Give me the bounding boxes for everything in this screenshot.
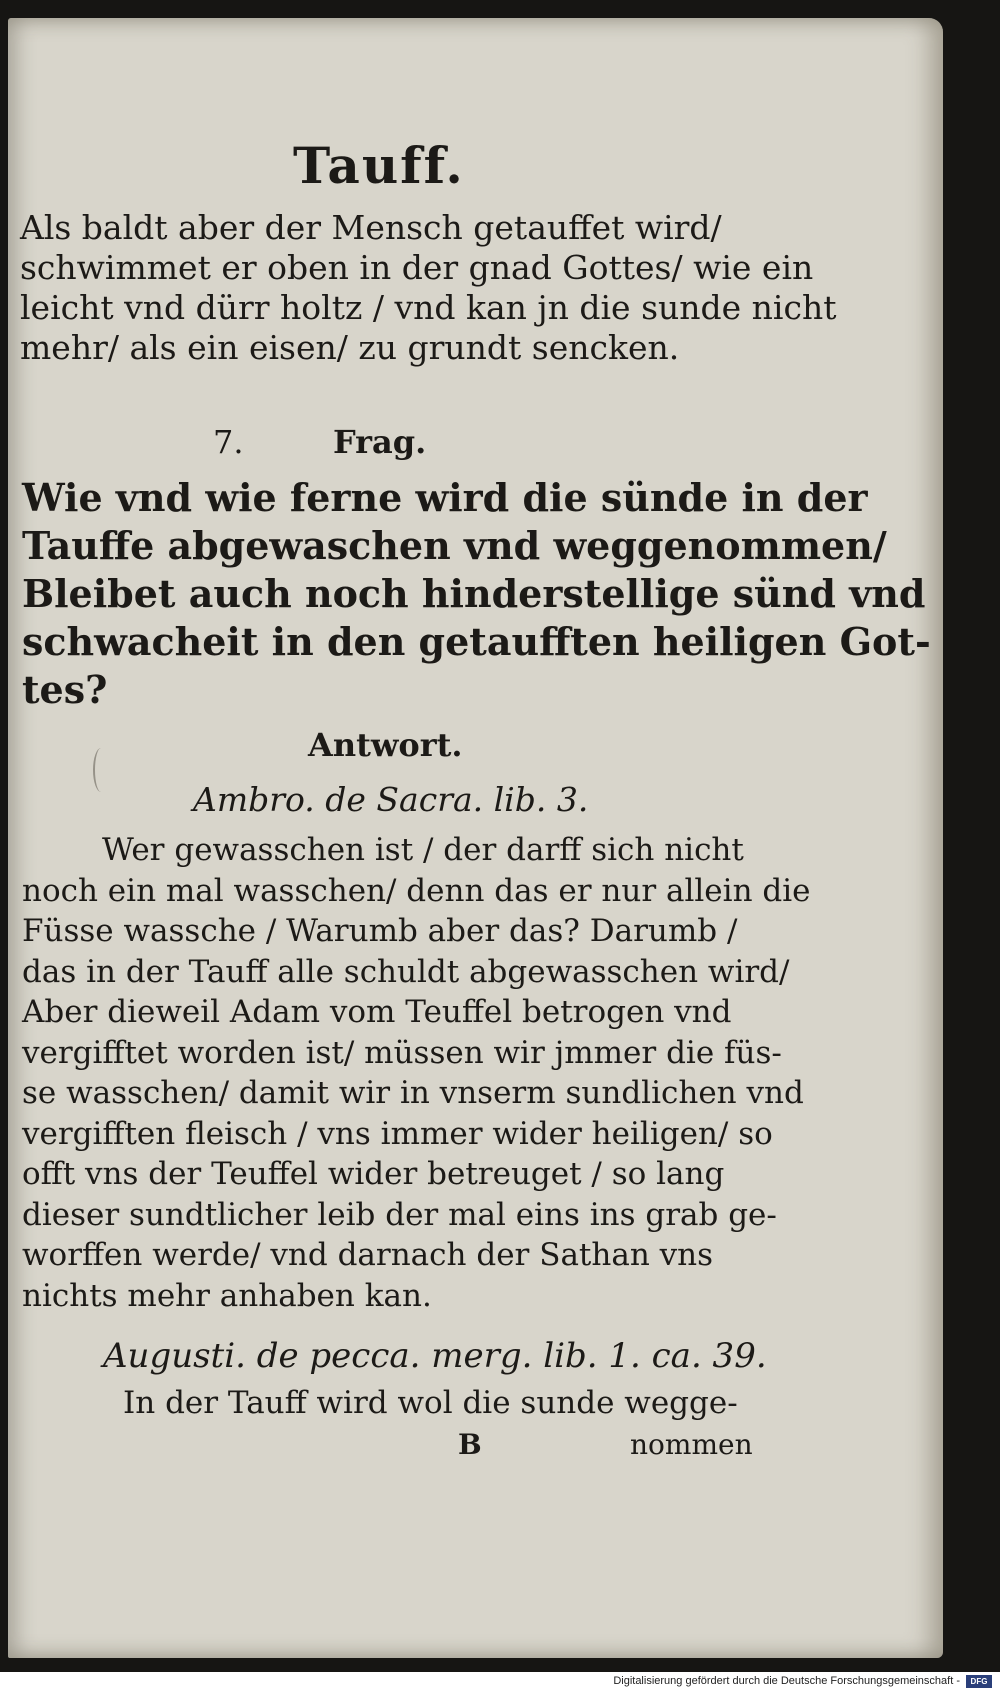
paragraph-2	[22, 830, 811, 1316]
text-line: vergifften fleisch / vns immer wider heiligen/ so	[22, 1115, 773, 1152]
catchword: nommen	[630, 1428, 753, 1461]
footer-credit: Digitalisierung gefördert durch die Deutsche Forschungsgemeinschaft -	[613, 1675, 960, 1687]
citation-augustine: Augusti. de pecca. merg. lib. 1. ca. 39.	[103, 1336, 767, 1376]
text-line: tes?	[22, 667, 108, 712]
question-number: 7.	[213, 423, 244, 461]
text-line: Bleibet auch noch hinderstellige sünd vnd	[22, 571, 926, 616]
margin-mark	[93, 748, 109, 792]
text-line: schwacheit in den getaufften heiligen Got-	[22, 619, 931, 664]
answer-label: Antwort.	[308, 726, 463, 764]
text-line: se wasschen/ damit wir in vnserm sundlichen vnd	[22, 1075, 804, 1111]
text-line: Füsse wassche / Warumb aber das? Darumb /	[22, 913, 738, 949]
text-line: das in der Tauff alle schuldt abgewasschen wird/	[22, 953, 790, 990]
signature-mark: B	[458, 1428, 482, 1461]
dfg-logo: DFG	[966, 1675, 992, 1688]
paragraph-1	[20, 208, 836, 368]
text-line: offt vns der Teuffel wider betreuget / so lang	[22, 1156, 725, 1192]
text-line: schwimmet er oben in der gnad Gottes/ wie ein	[20, 248, 814, 287]
text-line: vergifftet worden ist/ müssen wir jmmer die füs-	[22, 1034, 782, 1071]
text-line: Als baldt aber der Mensch getauffet wird/	[20, 208, 722, 247]
page-heading: Tauff.	[293, 136, 465, 195]
paragraph-3: In der Tauff wird wol die sunde wegge-	[123, 1385, 738, 1421]
text-line: worffen werde/ vnd darnach der Sathan vns	[22, 1237, 714, 1273]
text-line: mehr/ als ein eisen/ zu grundt sencken.	[20, 328, 680, 367]
question-label: Frag.	[333, 423, 427, 461]
text-line: leicht vnd dürr holtz / vnd kan jn die sunde nicht	[20, 288, 837, 327]
footer-band	[0, 1672, 1000, 1692]
book-page	[8, 18, 943, 1658]
text-line: nichts mehr anhaben kan.	[22, 1277, 432, 1314]
text-line: Wie vnd wie ferne wird die sünde in der	[22, 475, 868, 520]
citation-ambrose: Ambro. de Sacra. lib. 3.	[193, 780, 589, 819]
text-line: Tauffe abgewaschen vnd weggenommen/	[22, 523, 887, 568]
text-line: Wer gewasschen ist / der darff sich nicht	[102, 832, 744, 868]
text-line: Aber dieweil Adam vom Teuffel betrogen vnd	[22, 994, 732, 1030]
text-line: dieser sundtlicher leib der mal eins ins grab ge-	[22, 1196, 777, 1233]
question-text	[22, 474, 931, 714]
text-line: noch ein mal wasschen/ denn das er nur allein die	[22, 872, 811, 909]
